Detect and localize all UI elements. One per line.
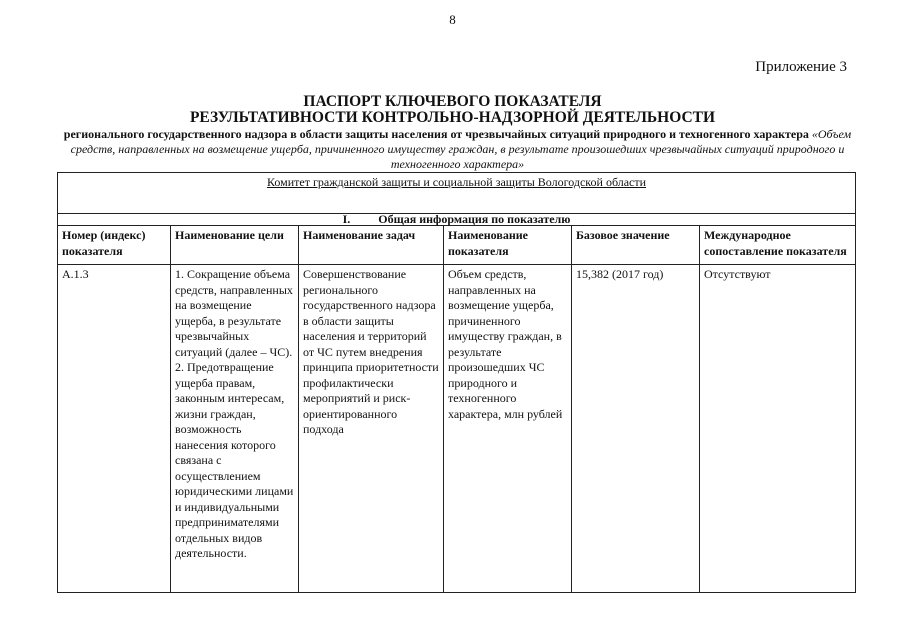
header-indicator: Наименование показателя — [444, 226, 572, 265]
cell-index: А.1.3 — [58, 265, 171, 593]
page-number: 8 — [449, 12, 456, 27]
cell-international: Отсутствуют — [700, 265, 856, 593]
subtitle-bold-part2: характера — [753, 127, 809, 141]
passport-table — [57, 172, 856, 593]
document-subtitle — [60, 127, 855, 172]
cell-indicator: Объем средств, направленных на возмещение ущерба, причиненного имуществу граждан, в результате произошедших ЧС природного и техногенного характера, млн рублей — [444, 265, 572, 593]
document-title-line1: ПАСПОРТ КЛЮЧЕВОГО ПОКАЗАТЕЛЯ — [303, 93, 602, 110]
committee-name: Комитет гражданской защиты и социальной защиты Вологодской области — [58, 173, 856, 214]
document-title-line2: РЕЗУЛЬТАТИВНОСТИ КОНТРОЛЬНО-НАДЗОРНОЙ ДЕЯТЕЛЬНОСТИ — [189, 109, 716, 126]
subtitle-bold-part1: регионального государственного надзора в области защиты населения от чрезвычайных ситуаций природного и техногенного — [63, 127, 751, 141]
header-index: Номер (индекс) показателя — [58, 226, 171, 265]
subtitle-italic-part: «Объем средств, направленных на возмещение ущерба, причиненного имуществу граждан, в результате произошедших чрезвычайных ситуаций природного и техногенного характера» — [70, 127, 852, 171]
header-tasks: Наименование задач — [299, 226, 444, 265]
section-number: I. — [342, 212, 351, 226]
cell-base-value: 15,382 (2017 год) — [572, 265, 700, 593]
section-title: Общая информация по показателю — [378, 212, 571, 226]
table-header-row — [58, 226, 856, 265]
table-row — [58, 265, 856, 593]
header-base-value: Базовое значение — [572, 226, 700, 265]
section-heading — [58, 214, 856, 226]
header-international: Международное сопоставление показателя — [700, 226, 856, 265]
header-goal: Наименование цели — [171, 226, 299, 265]
cell-goal: 1. Сокращение объема средств, направленных на возмещение ущерба, в результате чрезвычайных ситуаций (далее – ЧС). 2. Предотвращение ущерба правам, законным интересам, жизни граждан, возможность нанесения которого связана с осуществлением юридическими лицами и индивидуальными предпринимателями отдельных видов деятельности. — [171, 265, 299, 593]
cell-tasks: Совершенствование регионального государственного надзора в области защиты населения и территорий от ЧС путем внедрения принципа приоритетности профилактически мероприятий и риск-ориентированного подхода — [299, 265, 444, 593]
appendix-label: Приложение 3 — [755, 59, 847, 75]
